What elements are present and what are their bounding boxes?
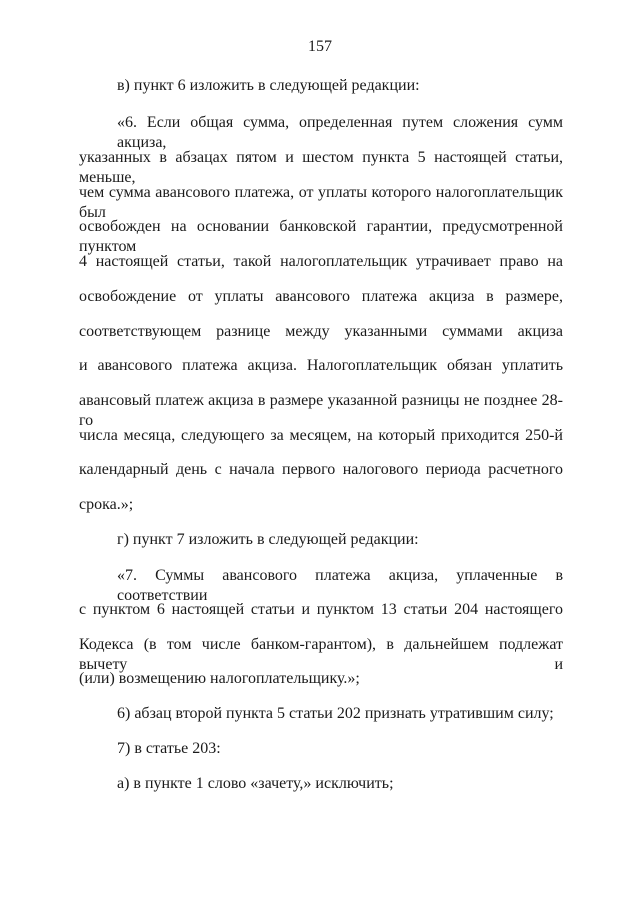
- paragraph-line: освобожден на основании банковской гарантии, предусмотренной пунктом: [79, 218, 563, 255]
- paragraph-line: чем сумма авансового платежа, от уплаты которого налогоплательщик был: [79, 184, 563, 221]
- paragraph-line: с пунктом 6 настоящей статьи и пунктом 13 статьи 204 настоящего: [79, 601, 563, 618]
- paragraph-item-a: а) в пункте 1 слово «зачету,» исключить;: [117, 775, 394, 792]
- paragraph-line: и авансового платежа акциза. Налогоплательщик обязан уплатить: [79, 357, 563, 374]
- paragraph-item-g: г) пункт 7 изложить в следующей редакции:: [117, 531, 419, 548]
- paragraph-line: «7. Суммы авансового платежа акциза, уплаченные в соответствии: [117, 567, 563, 604]
- paragraph-line: Кодекса (в том числе банком-гарантом), в дальнейшем подлежат вычету и: [79, 636, 563, 673]
- paragraph-line: 4 настоящей статьи, такой налогоплательщик утрачивает право на: [79, 253, 563, 270]
- paragraph-line: (или) возмещению налогоплательщику.»;: [79, 670, 360, 687]
- paragraph-item-7: 7) в статье 203:: [117, 740, 221, 757]
- paragraph-item-6: 6) абзац второй пункта 5 статьи 202 признать утратившим силу;: [117, 705, 554, 722]
- paragraph-line: числа месяца, следующего за месяцем, на который приходится 250-й: [79, 427, 563, 444]
- page-number: 157: [308, 38, 332, 55]
- paragraph-line: авансовый платеж акциза в размере указанной разницы не позднее 28-го: [79, 392, 563, 429]
- paragraph-item-v: в) пункт 6 изложить в следующей редакции:: [117, 77, 420, 94]
- paragraph-line: срока.»;: [79, 496, 134, 513]
- paragraph-line: календарный день с начала первого налогового периода расчетного: [79, 461, 563, 478]
- paragraph-line: соответствующем разнице между указанными суммами акциза: [79, 323, 563, 340]
- paragraph-line: «6. Если общая сумма, определенная путем сложения сумм акциза,: [117, 114, 563, 151]
- paragraph-line: указанных в абзацах пятом и шестом пункта 5 настоящей статьи, меньше,: [79, 149, 563, 186]
- paragraph-line: освобождение от уплаты авансового платежа акциза в размере,: [79, 288, 563, 305]
